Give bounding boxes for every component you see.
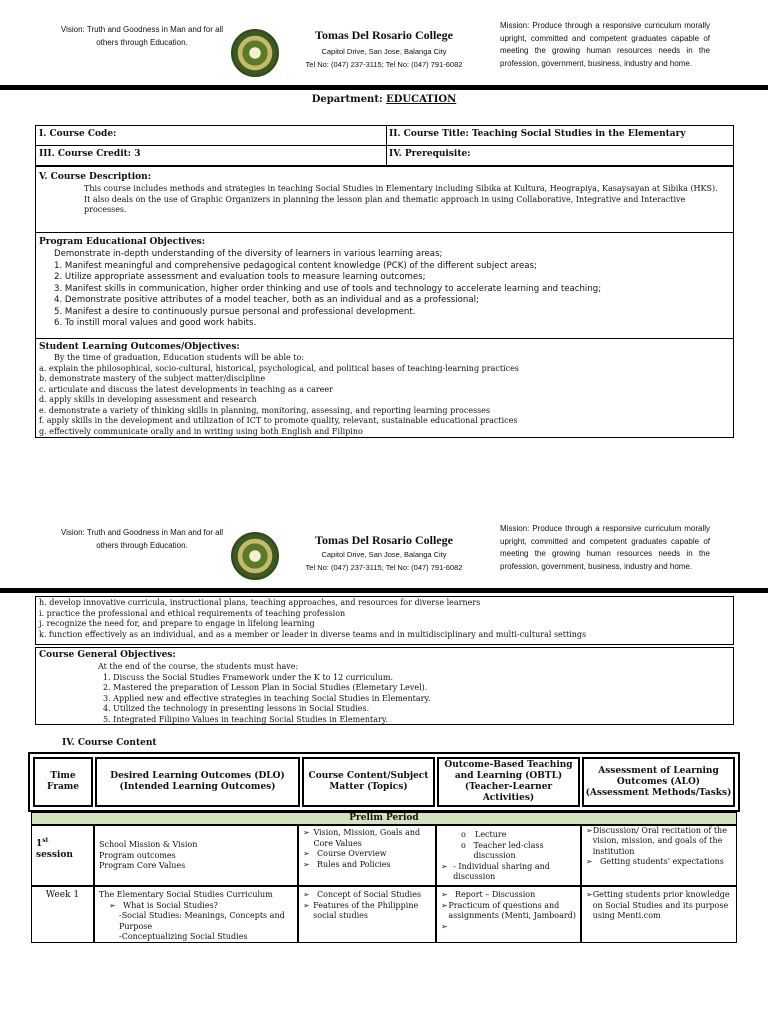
- arrow-bullet-icon: ➢: [441, 921, 448, 931]
- slo-label: Student Learning Outcomes/Objectives:: [39, 342, 240, 352]
- col-header-time-frame: Time Frame: [33, 757, 93, 807]
- list-item: 3. Applied new and effective strategies in teaching Social Studies in Elementary.: [103, 693, 431, 703]
- course-details-box: [35, 166, 734, 438]
- list-item: ➢ Features of the Philippine social studies: [303, 900, 419, 920]
- college-name: Tomas Del Rosario College: [315, 533, 453, 547]
- time-superscript: st: [42, 837, 49, 844]
- peo-list: [54, 249, 724, 330]
- list-item: 1. Discuss the Social Studies Framework under the K to 12 curriculum.: [103, 672, 394, 682]
- mission-statement: Mission: Produce through a responsive curriculum morally upright, committed and competent graduates capable of meeting the growing human resources needs in the profession, government, business, industry and home.: [500, 524, 710, 571]
- department-value: EDUCATION: [386, 94, 457, 105]
- college-address: [294, 46, 474, 71]
- list-item: School Mission & Vision: [99, 840, 198, 849]
- list-item: 6. To instill moral values and good work habits.: [54, 318, 257, 328]
- list-item: a. explain the philosophical, socio-cultural, historical, psychological, and political bases of teaching-learning practices: [39, 363, 519, 373]
- arrow-bullet-icon: ➢: [586, 826, 593, 835]
- list-item: ➢ What is Social Studies?: [109, 900, 218, 910]
- department-line: [0, 94, 768, 105]
- vision-statement: Vision: Truth and Goodness in Man and for all others through Education.: [60, 25, 224, 47]
- list-item: 5. Integrated Filipino Values in teaching Social Studies in Elementary.: [103, 714, 388, 724]
- slo-intro: By the time of graduation, Education students will be able to:: [54, 353, 305, 362]
- arrow-bullet-icon: ➢: [303, 849, 310, 858]
- telephone-line: Tel No: (047) 237-3115; Tel No: (047) 791-6082: [305, 562, 463, 572]
- list-item: 1. Manifest meaningful and comprehensive pedagogical content knowledge (PCK) of the different subject areas;: [54, 260, 537, 271]
- list-item: ➢ Concept of Social Studies: [303, 890, 422, 899]
- list-item: Program outcomes: [99, 850, 176, 860]
- list-item: c. articulate and discuss the latest developments in teaching as a career: [39, 384, 333, 394]
- department-label: Department:: [311, 94, 383, 105]
- course-code-label: I. Course Code:: [39, 129, 117, 139]
- row1-alo: [581, 825, 737, 886]
- cgo-label: Course General Objectives:: [39, 650, 176, 660]
- circle-bullet-icon: o: [461, 830, 466, 839]
- list-item: i. practice the professional and ethical requirements of teaching profession: [39, 608, 346, 618]
- course-content-header-row: [28, 752, 740, 812]
- list-item: ➢ Report – Discussion: [441, 890, 536, 899]
- list-item: ➢ Practicum of questions and assignments (Menti, Jamboard): [441, 900, 576, 920]
- col-header-topics: Course Content/Subject Matter (Topics): [302, 757, 435, 807]
- list-item: j. recognize the need for, and prepare to engage in lifelong learning: [39, 619, 315, 628]
- row2-obtl: [436, 886, 581, 943]
- college-address: [294, 549, 474, 574]
- address-line: Capitol Drive, San Jose, Balanga City: [321, 47, 447, 56]
- list-item: d. apply skills in developing assessment and research: [39, 395, 257, 404]
- list-item: o Teacher led-class discussion: [461, 840, 544, 860]
- description-label: V. Course Description:: [39, 172, 152, 182]
- address-line: Capitol Drive, San Jose, Balanga City: [321, 550, 447, 559]
- row1-time-frame: [31, 825, 94, 886]
- course-title-label: II. Course Title: Teaching Social Studies in the Elementary: [389, 129, 686, 139]
- arrow-bullet-icon: ➢: [586, 856, 593, 866]
- list-item: ➢ Discussion/ Oral recitation of the vision, mission, and goals of the institution: [586, 826, 727, 856]
- list-item: 3. Manifest skills in communication, higher order thinking and use of tools and technology to accelerate learning and teaching;: [54, 283, 602, 294]
- description-text: This course includes methods and strategies in teaching Social Studies in Elementary including Sibika at Kultura, Heograpiya, Kasaysayan at Sibika (HKS). It also deals on the use of Graphic Organizers in planning the lesson plan and thematic approach in using Collaborative, Integrative and Interactive processes.: [84, 184, 718, 214]
- header-rule: [0, 588, 768, 593]
- list-item: ➢ Getting students' expectations: [586, 856, 724, 866]
- arrow-bullet-icon: ➢: [441, 900, 448, 910]
- list-item: f. apply skills in the development and utilization of ICT to promote quality, relevant, sustainable educational practices: [39, 416, 518, 425]
- prelim-period-row: Prelim Period: [31, 812, 737, 825]
- list-item: 2. Utilize appropriate assessment and evaluation tools to measure learning outcomes;: [54, 272, 426, 282]
- list-item: h. develop innovative curricula, instructional plans, teaching approaches, and resources for diverse learners: [39, 598, 481, 607]
- list-item: 4. Demonstrate positive attributes of a model teacher, both as an individual and as a professional;: [54, 295, 479, 305]
- arrow-bullet-icon: ➢: [303, 859, 310, 869]
- telephone-line: Tel No: (047) 237-3115; Tel No: (047) 791-6082: [305, 59, 463, 69]
- college-seal-logo: [231, 29, 279, 77]
- divider: [36, 232, 733, 233]
- course-general-objectives-box: [35, 647, 734, 725]
- list-item: ➢ - Individual sharing and discussion: [441, 861, 550, 881]
- arrow-bullet-icon: ➢: [303, 890, 310, 899]
- row1-dlo: [94, 825, 298, 886]
- arrow-bullet-icon: ➢: [441, 861, 448, 871]
- col-header-dlo: Desired Learning Outcomes (DLO) (Intended Learning Outcomes): [95, 757, 300, 807]
- list-item: ➢ Getting students prior knowledge on Social Studies and its purpose using Menti.com: [586, 890, 730, 920]
- list-item: g. effectively communicate orally and in writing using both English and Filipino: [39, 426, 363, 436]
- circle-bullet-icon: o: [461, 840, 466, 850]
- peo-label: Program Educational Objectives:: [39, 237, 206, 247]
- list-item: 2. Mastered the preparation of Lesson Plan in Social Studies (Elemetary Level).: [103, 683, 428, 692]
- slo-list-continued: [39, 598, 729, 640]
- slo-continued-box: [35, 596, 734, 645]
- arrow-bullet-icon: ➢: [441, 890, 448, 899]
- divider: [36, 145, 733, 146]
- slo-list: [39, 353, 729, 437]
- cgo-list: [98, 662, 718, 725]
- row1-topics: [298, 825, 436, 886]
- college-name: Tomas Del Rosario College: [315, 28, 453, 42]
- row2-dlo: [94, 886, 298, 943]
- list-item: ➢ Course Overview: [303, 849, 387, 858]
- course-content-heading: IV. Course Content: [62, 738, 157, 748]
- list-item: k. function effectively as an individual, and as a member or leader in diverse teams and in multidisciplinary and multi-cultural settings: [39, 629, 587, 639]
- arrow-bullet-icon: ➢: [109, 900, 116, 910]
- list-item: Program Core Values: [99, 861, 186, 870]
- time-number: 1: [36, 839, 43, 849]
- list-item: The Elementary Social Studies Curriculum: [99, 890, 273, 899]
- list-item: e. demonstrate a variety of thinking skills in planning, monitoring, assessing, and reporting learning processes: [39, 405, 491, 415]
- row2-time-frame: Week 1: [31, 886, 94, 943]
- time-session: session: [36, 849, 73, 860]
- row2-topics: [298, 886, 436, 943]
- col-header-obtl: Outcome-Based Teaching and Learning (OBTL) (Teacher-Learner Activities): [437, 757, 580, 807]
- arrow-bullet-icon: ➢: [586, 890, 593, 899]
- prerequisite-label: IV. Prerequisite:: [389, 149, 471, 159]
- row1-obtl: [436, 825, 581, 886]
- list-item: 5. Manifest a desire to continuously pursue personal and professional development.: [54, 306, 416, 317]
- list-item: [441, 922, 576, 933]
- college-seal-logo: [231, 532, 279, 580]
- row2-alo: [581, 886, 737, 943]
- mission-statement: Mission: Produce through a responsive curriculum morally upright, committed and competent graduates capable of meeting the growing human resources needs in the profession, government, business, industry and home.: [500, 21, 710, 68]
- list-item: 4. Utilized the technology in presenting lessons in Social Studies.: [103, 704, 370, 713]
- arrow-bullet-icon: ➢: [303, 900, 310, 910]
- vision-statement: Vision: Truth and Goodness in Man and for all others through Education.: [60, 528, 224, 550]
- course-info-table: [35, 125, 734, 166]
- course-credit-label: III. Course Credit: 3: [39, 149, 141, 159]
- col-header-alo: Assessment of Learning Outcomes (ALO) (Assessment Methods/Tasks): [582, 757, 735, 807]
- list-item: ➢ Rules and Policies: [303, 859, 391, 869]
- peo-intro: Demonstrate in-depth understanding of the diversity of learners in various learning areas;: [54, 249, 443, 259]
- list-item: o Lecture: [461, 830, 507, 839]
- header-rule: [0, 85, 768, 90]
- list-item: ➢ Vision, Mission, Goals and Core Values: [303, 828, 421, 848]
- list-item: -Conceptualizing Social Studies: [119, 932, 248, 941]
- arrow-bullet-icon: ➢: [303, 828, 310, 837]
- list-item: b. demonstrate mastery of the subject matter/discipline: [39, 374, 266, 383]
- list-item: -Social Studies: Meanings, Concepts and Purpose: [119, 911, 285, 931]
- cgo-intro: At the end of the course, the students must have:: [98, 662, 299, 671]
- divider: [36, 338, 733, 339]
